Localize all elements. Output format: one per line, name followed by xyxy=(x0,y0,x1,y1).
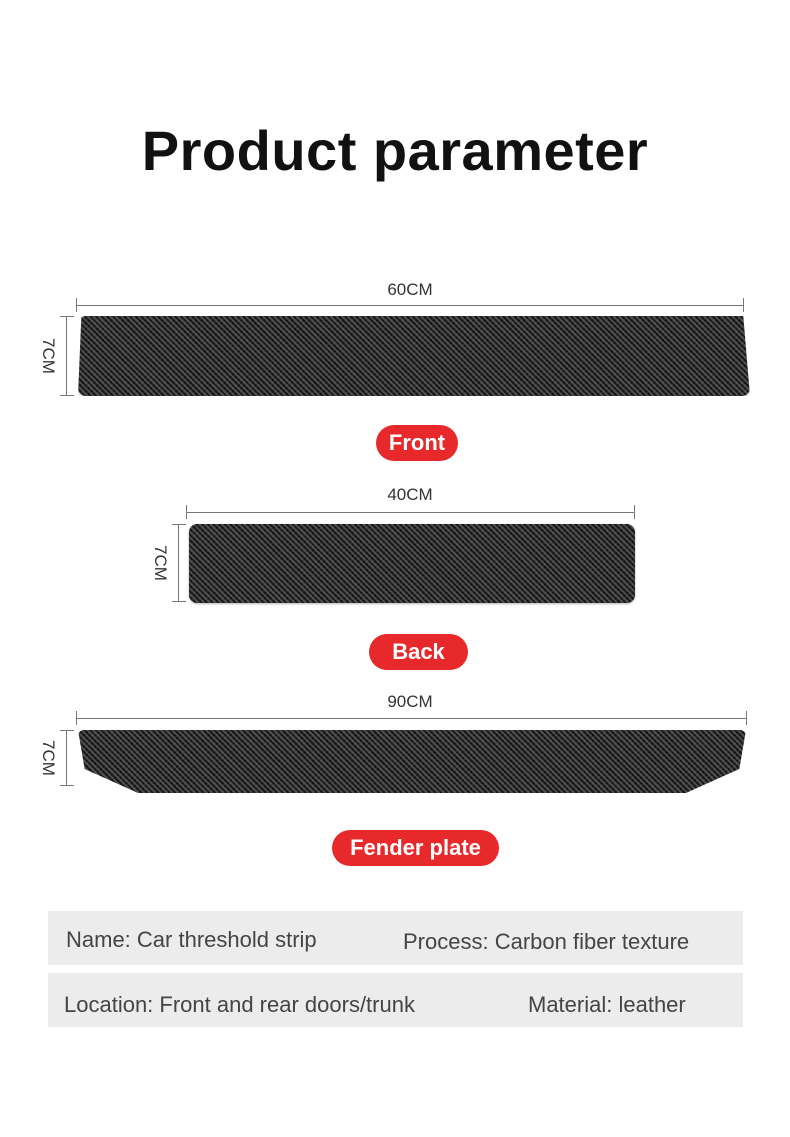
back-height-label: 7CM xyxy=(151,545,170,581)
back-width-label: 40CM xyxy=(387,485,433,504)
back-height-tick-top xyxy=(172,524,186,525)
fender-width-line xyxy=(76,718,746,719)
fender-height-tick-top xyxy=(60,730,74,731)
front-height-line xyxy=(66,316,67,396)
fender-width-label: 90CM xyxy=(387,692,433,711)
spec-name: Name: Car threshold strip xyxy=(66,927,317,952)
front-height-tick-bottom xyxy=(60,395,74,396)
front-width-tick-right xyxy=(743,298,744,312)
spec-process: Process: Carbon fiber texture xyxy=(403,929,690,954)
back-height-line xyxy=(178,524,179,602)
front-tag: Front xyxy=(376,425,458,461)
fender-height-label: 7CM xyxy=(39,740,58,776)
back-height-tick-bottom xyxy=(172,601,186,602)
spec-location: Location: Front and rear doors/trunk xyxy=(64,992,415,1017)
spec-row-2 xyxy=(48,973,743,1027)
front-width-line xyxy=(76,305,744,306)
back-tag: Back xyxy=(369,634,468,670)
page-title: Product parameter xyxy=(141,119,649,182)
fender-height-tick-bottom xyxy=(60,785,74,786)
back-strip xyxy=(189,524,635,603)
fender-width-tick-right xyxy=(746,711,747,725)
back-width-line xyxy=(186,512,635,513)
fender-height-line xyxy=(66,730,67,786)
front-width-label: 60CM xyxy=(387,280,433,299)
front-width-tick-left xyxy=(76,298,77,312)
fender-tag: Fender plate xyxy=(332,830,499,866)
front-height-tick-top xyxy=(60,316,74,317)
fender-width-tick-left xyxy=(76,711,77,725)
spec-row-1 xyxy=(48,911,743,965)
fender-strip xyxy=(78,730,746,793)
spec-material: Material: leather xyxy=(528,992,686,1017)
back-width-tick-right xyxy=(634,505,635,519)
back-width-tick-left xyxy=(186,505,187,519)
front-height-label: 7CM xyxy=(39,338,58,374)
front-strip xyxy=(78,316,750,396)
